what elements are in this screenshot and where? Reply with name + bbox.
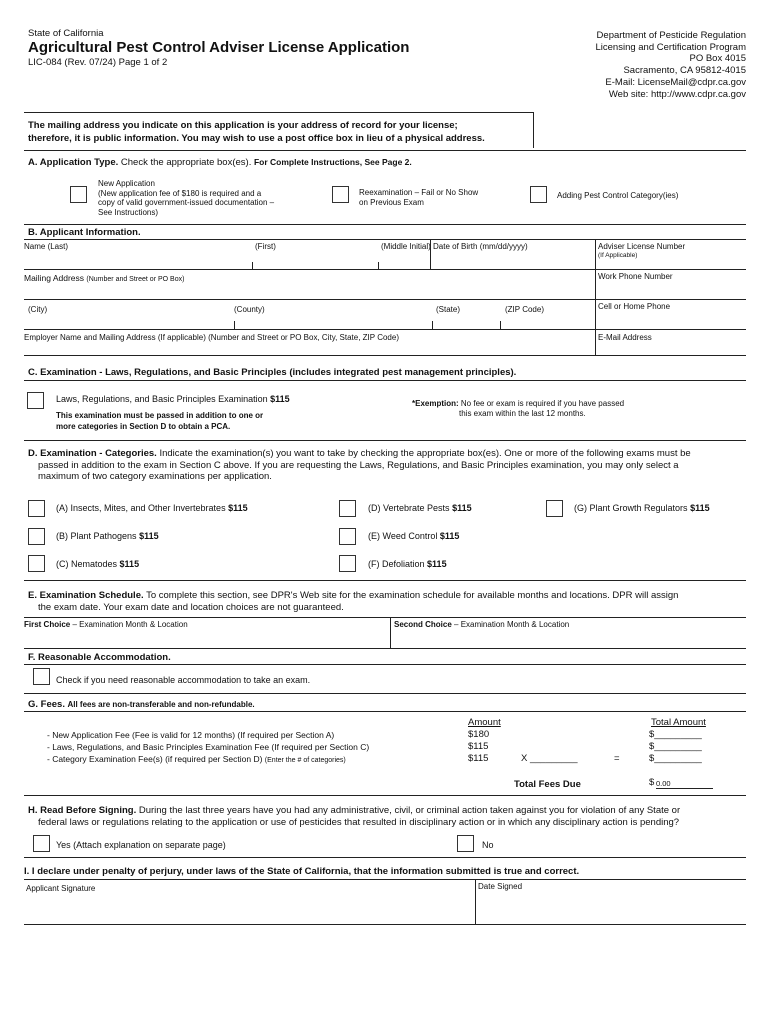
signature-label: Applicant Signature bbox=[26, 884, 96, 893]
second-choice-bold: Second Choice bbox=[394, 620, 452, 629]
laws-exam-note bbox=[56, 410, 263, 432]
section-e-text: the exam date. Your exam date and location choices are not guaranteed. bbox=[38, 601, 344, 613]
category-label: (D) Vertebrate Pests bbox=[368, 503, 450, 513]
section-g-title: G. Fees. bbox=[28, 699, 65, 710]
reexam-line: Reexamination – Fail or No Show bbox=[359, 188, 479, 197]
zip-label: (ZIP Code) bbox=[505, 305, 544, 314]
category-label: (G) Plant Growth Regulators bbox=[574, 503, 688, 513]
dob-input[interactable] bbox=[431, 250, 594, 269]
email-input[interactable] bbox=[596, 342, 746, 355]
exemption-text: this exam within the last 12 months. bbox=[459, 409, 586, 418]
category-fee: $115 bbox=[427, 559, 447, 569]
category-fee: $115 bbox=[139, 531, 159, 541]
if-applicable-label: (If Applicable) bbox=[598, 252, 638, 259]
yes-checkbox[interactable] bbox=[33, 835, 50, 852]
dept-line: Sacramento, CA 95812-4015 bbox=[623, 65, 746, 77]
equals-sign: = bbox=[614, 753, 620, 764]
category-c-label bbox=[56, 559, 139, 569]
category-label: (C) Nematodes bbox=[56, 559, 118, 569]
first-choice-bold: First Choice bbox=[24, 620, 71, 629]
fee-amount: $180 bbox=[468, 729, 490, 740]
no-checkbox[interactable] bbox=[457, 835, 474, 852]
department-address bbox=[596, 30, 747, 100]
yes-label: Yes (Attach explanation on separate page) bbox=[56, 840, 226, 850]
fee-descriptions bbox=[47, 729, 369, 767]
dept-line: Web site: http://www.cdpr.ca.gov bbox=[608, 88, 746, 100]
laws-exam-fee: $115 bbox=[270, 394, 290, 404]
total-fees-due-value[interactable]: 0.00 bbox=[656, 779, 713, 789]
cell-phone-input[interactable] bbox=[596, 313, 746, 329]
category-label: (B) Plant Pathogens bbox=[56, 531, 137, 541]
name-first-label: (First) bbox=[255, 242, 276, 251]
new-app-line: (New application fee of $180 is required and a bbox=[98, 188, 262, 198]
category-g-label bbox=[574, 503, 710, 513]
reexamination-checkbox[interactable] bbox=[332, 186, 349, 203]
category-label: (A) Insects, Mites, and Other Invertebrates bbox=[56, 503, 226, 513]
county-label: (County) bbox=[234, 305, 265, 314]
email-label: E-Mail Address bbox=[598, 333, 652, 342]
adding-category-checkbox[interactable] bbox=[530, 186, 547, 203]
note-line: This examination must be passed in addition to one or bbox=[56, 411, 264, 420]
section-e-text: To complete this section, see DPR's Web site for the examination schedule for available months and locations. DPR will assign bbox=[146, 590, 679, 601]
accommodation-checkbox[interactable] bbox=[33, 668, 50, 685]
section-f-title: F. Reasonable Accommodation. bbox=[28, 652, 171, 663]
section-d-title: D. Examination - Categories. bbox=[28, 448, 157, 459]
section-d-text: passed in addition to the exam in Section C above. If you are requesting the Laws, Regulations, and Basic Principles examination, you may only select a bbox=[38, 459, 679, 471]
category-f-label bbox=[368, 559, 447, 569]
reexamination-label bbox=[359, 188, 478, 207]
fee-amount: $115 bbox=[468, 753, 489, 764]
mailing-address-label bbox=[24, 273, 184, 283]
fee-line: - Laws, Regulations, and Basic Principles Examination Fee (If required per Section C) bbox=[47, 742, 370, 752]
date-signed-label: Date Signed bbox=[478, 882, 523, 891]
dept-line: Licensing and Certification Program bbox=[595, 41, 746, 53]
reexam-line: on Previous Exam bbox=[359, 197, 424, 207]
total-fees-dollar: $ bbox=[649, 777, 655, 788]
work-phone-label: Work Phone Number bbox=[598, 272, 673, 281]
category-a-checkbox[interactable] bbox=[28, 500, 45, 517]
accommodation-label: Check if you need reasonable accommodation to take an exam. bbox=[56, 675, 311, 685]
fee-line: - Category Examination Fee(s) (if required per Section D) bbox=[47, 754, 263, 764]
exemption-label: *Exemption: bbox=[412, 399, 459, 408]
total-amount-header: Total Amount bbox=[651, 717, 706, 728]
new-application-label bbox=[98, 179, 274, 217]
section-d-header bbox=[28, 448, 691, 483]
category-e-checkbox[interactable] bbox=[339, 528, 356, 545]
mailing-address-input[interactable] bbox=[24, 283, 594, 299]
category-d-label bbox=[368, 503, 472, 513]
form-id: LIC-084 (Rev. 07/24) Page 1 of 2 bbox=[28, 57, 168, 68]
state-label: State of California bbox=[28, 28, 104, 39]
category-a-label bbox=[56, 503, 248, 513]
category-fee: $115 bbox=[690, 503, 710, 513]
section-g-subtitle: All fees are non-transferable and non-refundable. bbox=[67, 700, 255, 709]
category-count-input[interactable]: X _________ bbox=[521, 753, 578, 764]
adviser-number-input[interactable] bbox=[596, 260, 746, 269]
section-d-text: maximum of two category examinations per application. bbox=[38, 471, 272, 482]
section-h-header bbox=[28, 805, 680, 828]
fee-line-hint: (Enter the # of categories) bbox=[264, 757, 346, 764]
dept-line: Department of Pesticide Regulation bbox=[596, 30, 746, 41]
section-d-text: Indicate the examination(s) you want to take by checking the appropriate box(es). One or more of the following exams must be bbox=[159, 448, 691, 459]
laws-exam-text: Laws, Regulations, and Basic Principles Examination bbox=[56, 394, 268, 404]
first-choice-input[interactable] bbox=[24, 630, 389, 648]
section-a-see: For Complete Instructions, See Page 2. bbox=[253, 157, 412, 167]
name-last-label: Name (Last) bbox=[24, 242, 69, 251]
section-a-instruction: Check the appropriate box(es). bbox=[120, 157, 252, 168]
first-choice-text: – Examination Month & Location bbox=[72, 620, 188, 629]
category-fee: $115 bbox=[452, 503, 472, 513]
work-phone-input[interactable] bbox=[596, 283, 746, 299]
mailing-address-text: Mailing Address bbox=[24, 273, 85, 283]
fee-line: - New Application Fee (Fee is valid for 12 months) (If required per Section A) bbox=[47, 730, 335, 740]
category-label: (F) Defoliation bbox=[368, 559, 425, 569]
notice-line: The mailing address you indicate on this application is your address of record for your license; bbox=[28, 120, 458, 131]
category-b-checkbox[interactable] bbox=[28, 528, 45, 545]
employer-input[interactable] bbox=[24, 342, 594, 355]
fee-amounts bbox=[468, 729, 489, 765]
category-g-checkbox[interactable] bbox=[546, 500, 563, 517]
category-fee: $115 bbox=[439, 531, 460, 541]
category-d-checkbox[interactable] bbox=[339, 500, 356, 517]
date-signed-input[interactable] bbox=[477, 894, 746, 924]
category-f-checkbox[interactable] bbox=[339, 555, 356, 572]
dept-line: E-Mail: LicenseMail@cdpr.ca.gov bbox=[605, 76, 746, 88]
dob-label: Date of Birth (mm/dd/yyyy) bbox=[433, 242, 528, 251]
middle-initial-label: (Middle Initial) bbox=[381, 242, 431, 251]
exemption-note bbox=[412, 399, 624, 419]
second-choice-input[interactable] bbox=[392, 630, 746, 648]
section-h-text: During the last three years have you had any administrative, civil, or criminal action taken against you for violation of any State or bbox=[138, 805, 681, 816]
category-fee: $115 bbox=[119, 559, 140, 569]
laws-exam-label bbox=[56, 394, 290, 404]
amount-header: Amount bbox=[468, 717, 501, 728]
new-app-line: New Application bbox=[98, 179, 155, 188]
section-a-title: A. Application Type. bbox=[28, 157, 119, 168]
form-title: Agricultural Pest Control Adviser License Application bbox=[28, 39, 410, 56]
category-c-checkbox[interactable] bbox=[28, 555, 45, 572]
section-g-header bbox=[28, 699, 255, 710]
category-label: (E) Weed Control bbox=[368, 531, 438, 541]
section-c-title: C. Examination - Laws, Regulations, and Basic Principles (includes integrated pest management principles). bbox=[28, 367, 517, 378]
section-a-header bbox=[28, 157, 412, 168]
signature-input[interactable] bbox=[24, 894, 474, 924]
category-b-label bbox=[56, 531, 159, 541]
section-h-text: federal laws or regulations relating to the application or use of pesticides that resulted in disciplinary action or in which any disciplinary action is pending? bbox=[38, 816, 680, 828]
mailing-address-hint: (Number and Street or PO Box) bbox=[86, 276, 185, 283]
state-field-label: (State) bbox=[436, 305, 461, 314]
second-choice-label bbox=[394, 620, 569, 629]
fee-total-input[interactable]: $_________ bbox=[649, 741, 702, 752]
section-e-title: E. Examination Schedule. bbox=[28, 590, 144, 601]
adding-category-label: Adding Pest Control Category(ies) bbox=[557, 191, 679, 200]
no-label: No bbox=[482, 840, 494, 850]
fee-total-input[interactable]: $_________ bbox=[649, 729, 702, 740]
new-app-line: See Instructions) bbox=[98, 207, 159, 217]
fee-amount: $115 bbox=[468, 741, 489, 752]
category-fee: $115 bbox=[228, 503, 248, 513]
cell-phone-label: Cell or Home Phone bbox=[598, 302, 671, 311]
notice-line: therefore, it is public information. You may wish to use a post office box in lieu of a physical address. bbox=[28, 133, 485, 144]
fee-total-input[interactable]: $_________ bbox=[649, 753, 702, 764]
laws-exam-checkbox[interactable] bbox=[27, 392, 44, 409]
fee-totals bbox=[649, 729, 702, 765]
exemption-text: No fee or exam is required if you have passed bbox=[460, 399, 625, 408]
total-fees-due-label: Total Fees Due bbox=[514, 779, 581, 790]
section-b-title: B. Applicant Information. bbox=[28, 227, 141, 238]
section-h-title: H. Read Before Signing. bbox=[28, 805, 137, 816]
address-notice bbox=[28, 119, 485, 145]
name-input[interactable] bbox=[24, 250, 429, 269]
second-choice-text: – Examination Month & Location bbox=[454, 620, 570, 629]
city-label: (City) bbox=[28, 305, 48, 314]
new-application-checkbox[interactable] bbox=[70, 186, 87, 203]
adviser-number-label: Adviser License Number bbox=[598, 242, 686, 251]
city-county-state-zip-input[interactable] bbox=[24, 313, 594, 329]
dept-line: PO Box 4015 bbox=[689, 53, 746, 65]
first-choice-label bbox=[24, 620, 188, 629]
new-app-line: copy of valid government-issued documentation – bbox=[98, 198, 275, 207]
category-e-label bbox=[368, 531, 459, 541]
section-i-title: I. I declare under penalty of perjury, under laws of the State of California, that the information submitted is true and correct. bbox=[24, 866, 580, 877]
employer-label: Employer Name and Mailing Address (If applicable) (Number and Street or PO Box, City, State, ZIP Code) bbox=[24, 333, 399, 342]
note-line: more categories in Section D to obtain a PCA. bbox=[56, 422, 231, 431]
section-e-header bbox=[28, 590, 678, 613]
